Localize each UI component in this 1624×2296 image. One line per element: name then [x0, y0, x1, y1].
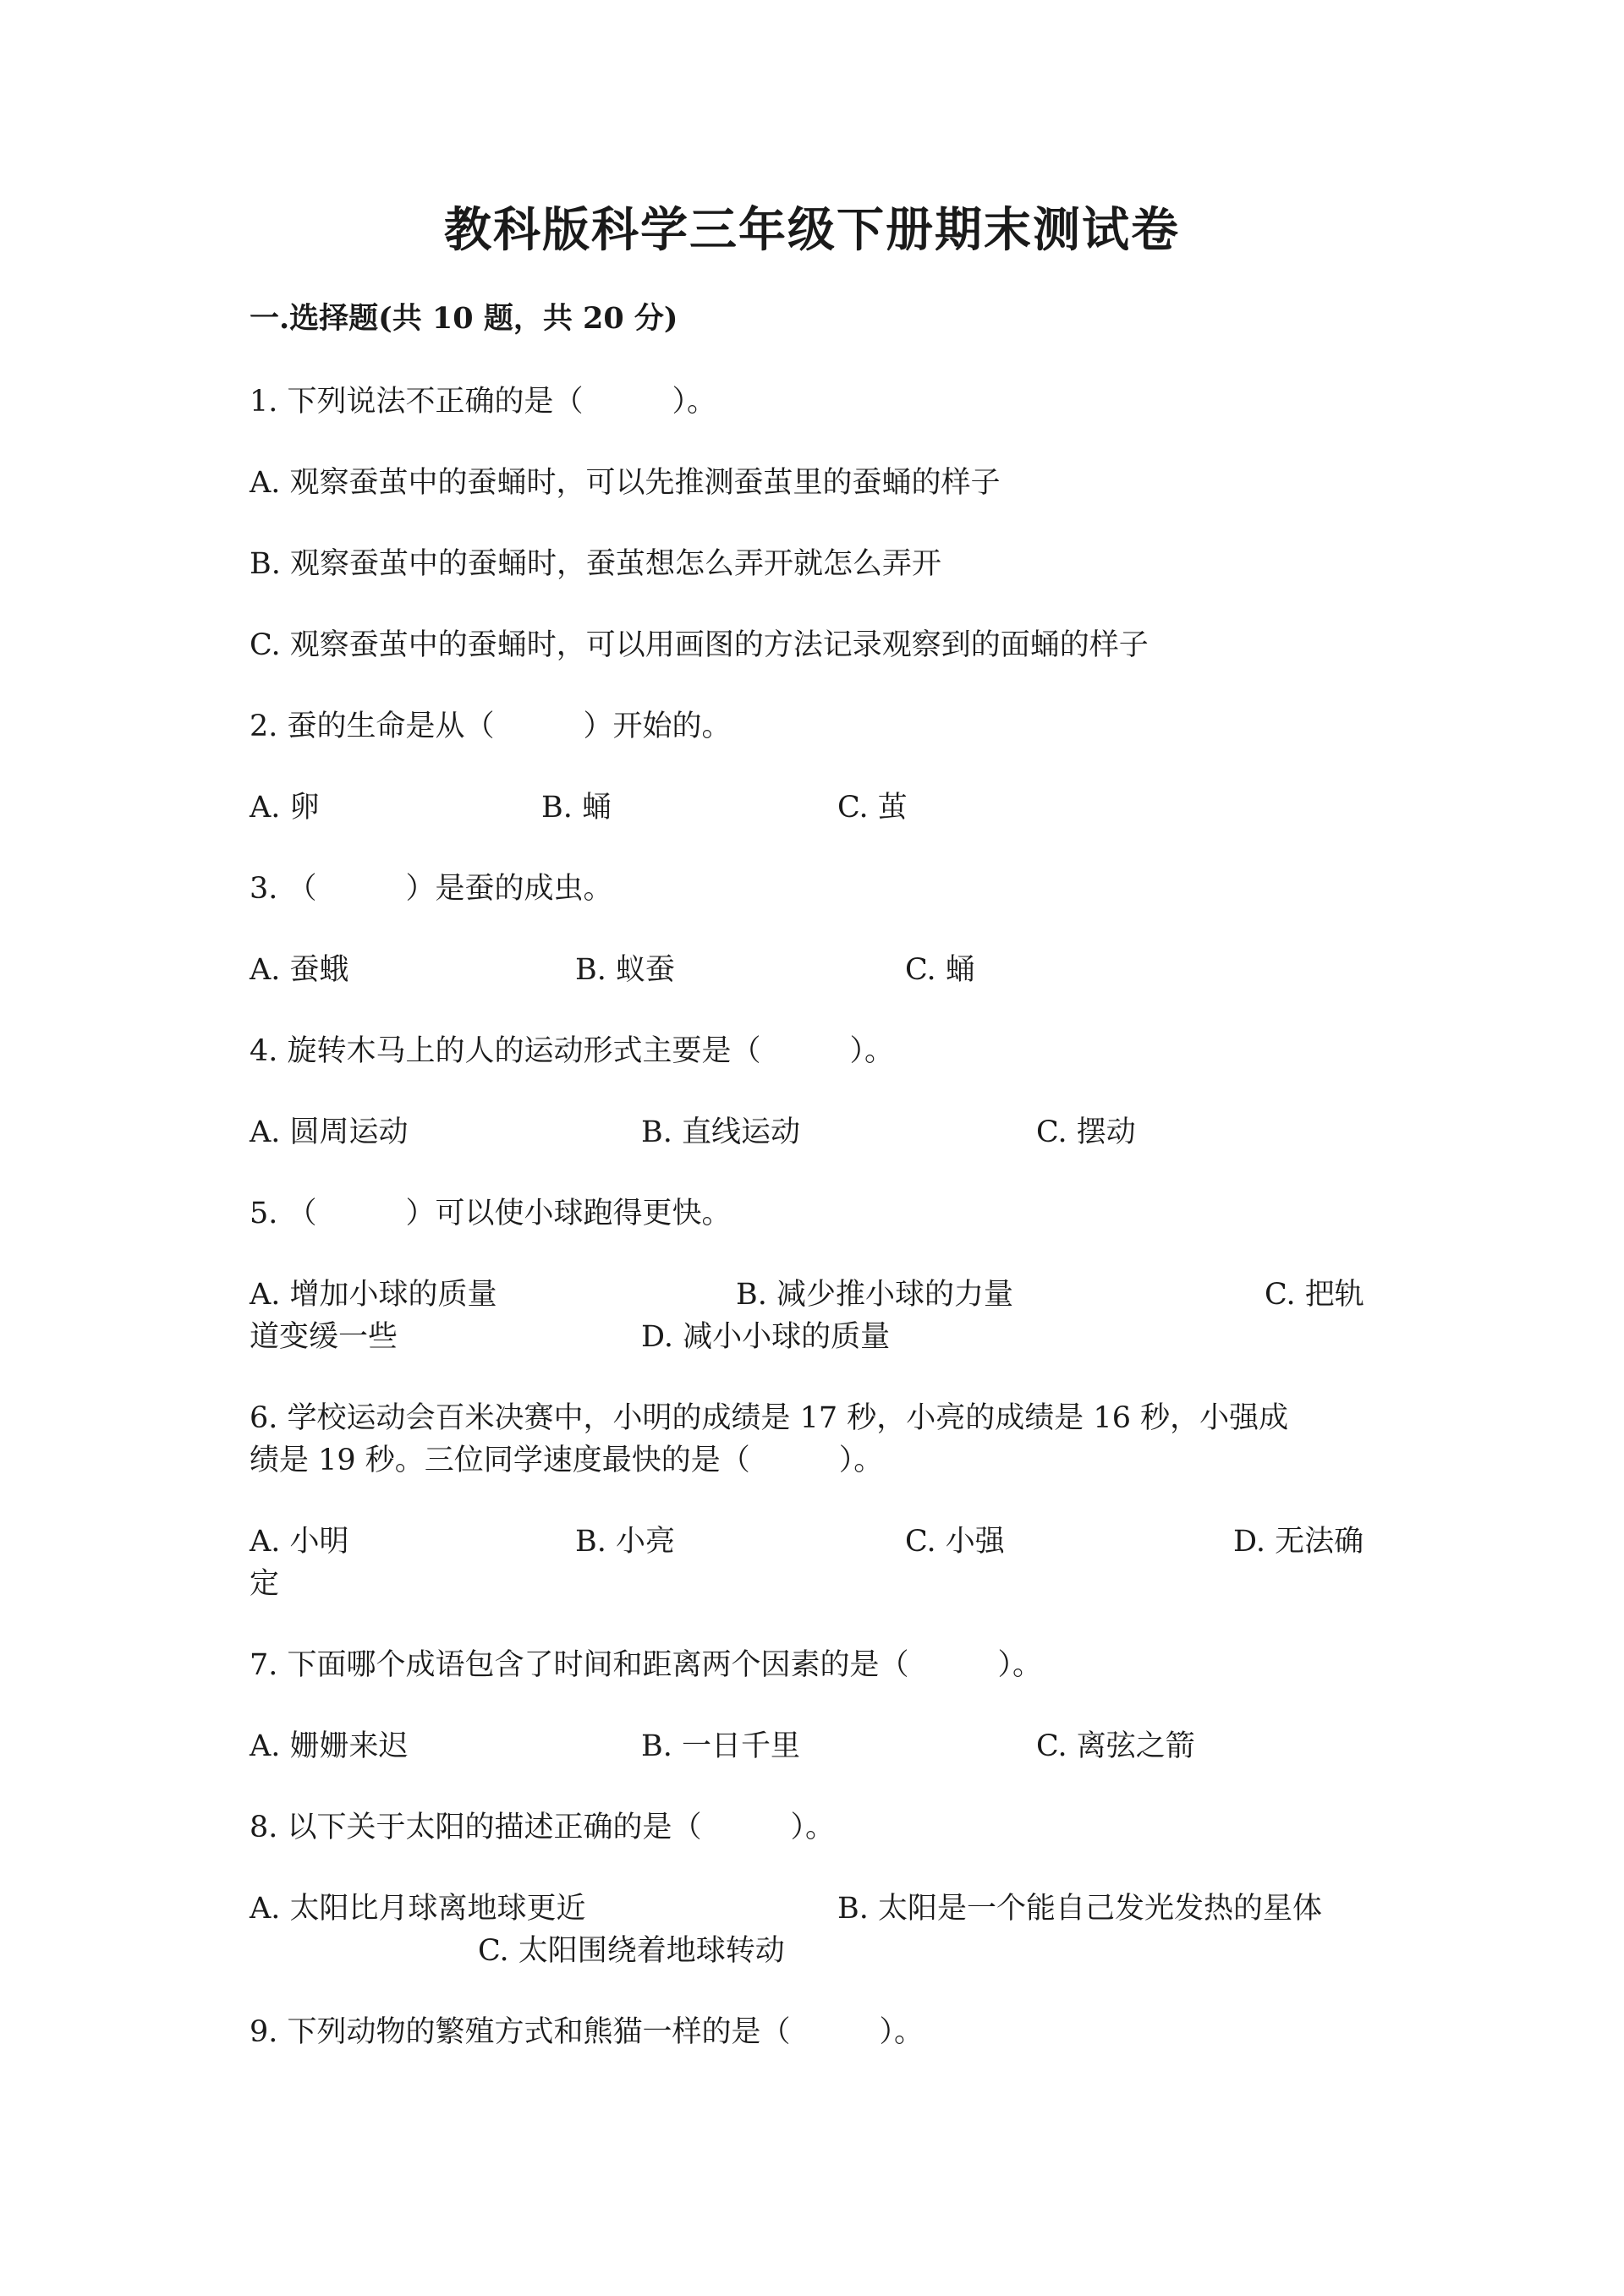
- question-4-stem: 4. 旋转木马上的人的运动形式主要是（ ）。: [250, 1034, 895, 1068]
- question-5-option-c: C. 把轨: [1265, 1278, 1364, 1312]
- question-6-stem-line-2: 绩是 19 秒。三位同学速度最快的是（ ）。: [250, 1444, 884, 1477]
- question-1-option-a: A. 观察蚕茧中的蚕蛹时，可以先推测蚕茧里的蚕蛹的样子: [250, 466, 1001, 500]
- question-1-stem: 1. 下列说法不正确的是（ ）。: [250, 385, 717, 419]
- question-3-option-b: B. 蚁蚕: [575, 953, 675, 987]
- section-heading: 一.选择题(共 10 题，共 20 分): [250, 301, 678, 336]
- question-3-stem: 3. （ ）是蚕的成虫。: [250, 872, 613, 906]
- question-3-option-c: C. 蛹: [905, 953, 975, 987]
- question-2-option-a: A. 卵: [250, 791, 320, 825]
- question-8-option-b: B. 太阳是一个能自己发光发热的星体: [837, 1892, 1322, 1926]
- question-8-option-c: C. 太阳围绕着地球转动: [478, 1934, 785, 1968]
- question-9-stem: 9. 下列动物的繁殖方式和熊猫一样的是（ ）。: [250, 2015, 924, 2049]
- question-7-option-c: C. 离弦之箭: [1036, 1729, 1195, 1763]
- question-6-option-b: B. 小亮: [575, 1525, 675, 1559]
- question-4-option-c: C. 摆动: [1036, 1115, 1136, 1149]
- question-5-option-c-continued: 道变缓一些: [250, 1320, 398, 1354]
- question-3-option-a: A. 蚕蛾: [250, 953, 349, 987]
- question-2-option-c: C. 茧: [837, 791, 908, 825]
- question-7-option-b: B. 一日千里: [641, 1729, 800, 1763]
- question-7-option-a: A. 姗姗来迟: [250, 1729, 409, 1763]
- question-2-stem: 2. 蚕的生命是从（ ）开始的。: [250, 710, 732, 743]
- question-5-option-a: A. 增加小球的质量: [250, 1278, 497, 1312]
- question-1-option-c: C. 观察蚕茧中的蚕蛹时，可以用画图的方法记录观察到的面蛹的样子: [250, 628, 1149, 662]
- question-2-option-b: B. 蛹: [541, 791, 612, 825]
- question-4-option-a: A. 圆周运动: [250, 1115, 409, 1149]
- question-6-option-d-continued: 定: [250, 1567, 280, 1601]
- question-5-stem: 5. （ ）可以使小球跑得更快。: [250, 1197, 732, 1230]
- question-6-option-d: D. 无法确: [1233, 1525, 1364, 1559]
- question-7-stem: 7. 下面哪个成语包含了时间和距离两个因素的是（ ）。: [250, 1648, 1043, 1682]
- question-6-stem-line-1: 6. 学校运动会百米决赛中，小明的成绩是 17 秒，小亮的成绩是 16 秒，小强成: [250, 1401, 1289, 1435]
- question-5-option-d: D. 减小小球的质量: [641, 1320, 891, 1354]
- question-5-option-b: B. 减少推小球的力量: [736, 1278, 1013, 1312]
- question-6-option-c: C. 小强: [905, 1525, 1005, 1559]
- question-6-option-a: A. 小明: [250, 1525, 349, 1559]
- question-8-option-a: A. 太阳比月球离地球更近: [250, 1892, 586, 1926]
- question-8-stem: 8. 以下关于太阳的描述正确的是（ ）。: [250, 1811, 836, 1844]
- page-title: 教科版科学三年级下册期末测试卷: [444, 202, 1180, 258]
- question-4-option-b: B. 直线运动: [641, 1115, 800, 1149]
- question-1-option-b: B. 观察蚕茧中的蚕蛹时，蚕茧想怎么弄开就怎么弄开: [250, 547, 941, 581]
